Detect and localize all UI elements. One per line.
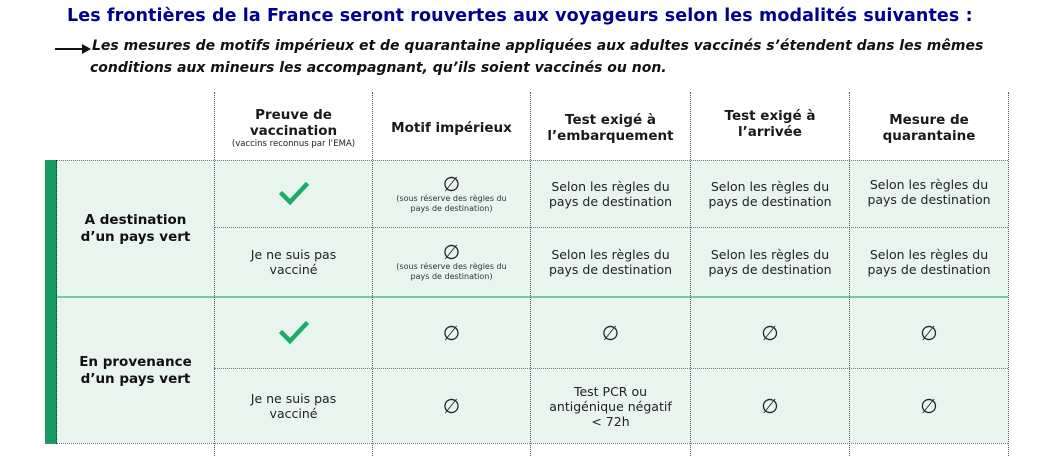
long-right-arrow-icon — [55, 43, 91, 55]
test-arrivee-cell — [691, 298, 849, 368]
test-arrivee-cell — [691, 369, 849, 443]
empty-set-icon: ∅ — [442, 172, 461, 196]
header-label: Test exigé à l’embarquement — [547, 112, 674, 144]
cell-text: Je ne suis pas vacciné — [250, 247, 337, 277]
motif-note: (sous réserve des règles du pays de destination) — [396, 194, 507, 213]
check-icon — [279, 182, 309, 206]
test-embarquement-cell — [531, 228, 690, 296]
vaccination-cell — [215, 298, 372, 368]
column-divider — [1008, 92, 1009, 456]
quarantaine-cell — [850, 369, 1008, 443]
cell-text: Selon les règles du pays de destination — [708, 247, 832, 277]
cell-text: Selon les règles du pays de destination — [548, 179, 673, 209]
cell-text: Selon les règles du pays de destination — [548, 247, 673, 277]
header-note: (vaccins reconnus par l’EMA) — [231, 139, 356, 149]
empty-set-icon: ∅ — [442, 321, 461, 345]
empty-set-icon: ∅ — [920, 394, 938, 418]
header-test-embarquement — [531, 96, 690, 160]
motif-cell — [373, 298, 530, 368]
motif-cell — [373, 161, 530, 227]
empty-set-icon: ∅ — [442, 394, 461, 418]
cell-text: Test PCR ou antigénique négatif < 72h — [549, 383, 672, 429]
header-vaccination — [215, 96, 372, 160]
empty-set-icon: ∅ — [442, 240, 461, 264]
test-arrivee-cell — [691, 228, 849, 296]
quarantaine-cell — [850, 161, 1008, 223]
cell-text: Je ne suis pas vacciné — [250, 391, 337, 421]
header-quarantaine — [850, 96, 1008, 160]
subtitle-line-1: Les mesures de motifs impérieux et de quarantaine appliquées aux adultes vaccinés s’étendent dans les mêmes — [92, 38, 984, 54]
subtitle-line-2: conditions aux mineurs les accompagnant, qu’ils soient vaccinés ou non. — [90, 60, 667, 76]
header-label: Preuve de vaccination — [249, 107, 338, 139]
group-label-provenance — [57, 298, 214, 443]
test-embarquement-cell — [531, 298, 690, 368]
table-bottom-border — [45, 443, 1008, 444]
header-label: Mesure de quarantaine — [882, 112, 976, 144]
vaccination-cell — [215, 161, 372, 227]
vaccination-cell — [215, 369, 372, 443]
cell-text: Selon les règles du pays de destination — [708, 179, 832, 209]
cell-text: Selon les règles du pays de destination — [867, 247, 991, 277]
group-label-destination — [57, 160, 214, 297]
test-embarquement-cell — [531, 369, 690, 443]
empty-set-icon: ∅ — [761, 321, 779, 345]
motif-note: (sous réserve des règles du pays de destination) — [396, 262, 507, 281]
test-arrivee-cell — [691, 161, 849, 227]
check-icon — [279, 321, 309, 345]
test-embarquement-cell — [531, 161, 690, 227]
vaccination-cell — [215, 228, 372, 296]
quarantaine-cell — [850, 298, 1008, 368]
header-test-arrivee — [691, 92, 849, 156]
cell-text: Selon les règles du pays de destination — [867, 177, 991, 207]
empty-set-icon: ∅ — [761, 394, 779, 418]
header-label: Test exigé à l’arrivée — [724, 108, 816, 140]
motif-cell — [373, 369, 530, 443]
group-label-text: A destination d’un pays vert — [80, 211, 191, 245]
page-title: Les frontières de la France seront rouvertes aux voyageurs selon les modalités suivantes : — [67, 6, 973, 26]
empty-set-icon: ∅ — [601, 321, 620, 345]
group-label-text: En provenance d’un pays vert — [79, 353, 192, 387]
header-label: Motif impérieux — [391, 120, 512, 136]
quarantaine-cell — [850, 228, 1008, 296]
motif-cell — [373, 228, 530, 296]
empty-set-icon: ∅ — [920, 321, 938, 345]
header-motif — [373, 96, 530, 160]
